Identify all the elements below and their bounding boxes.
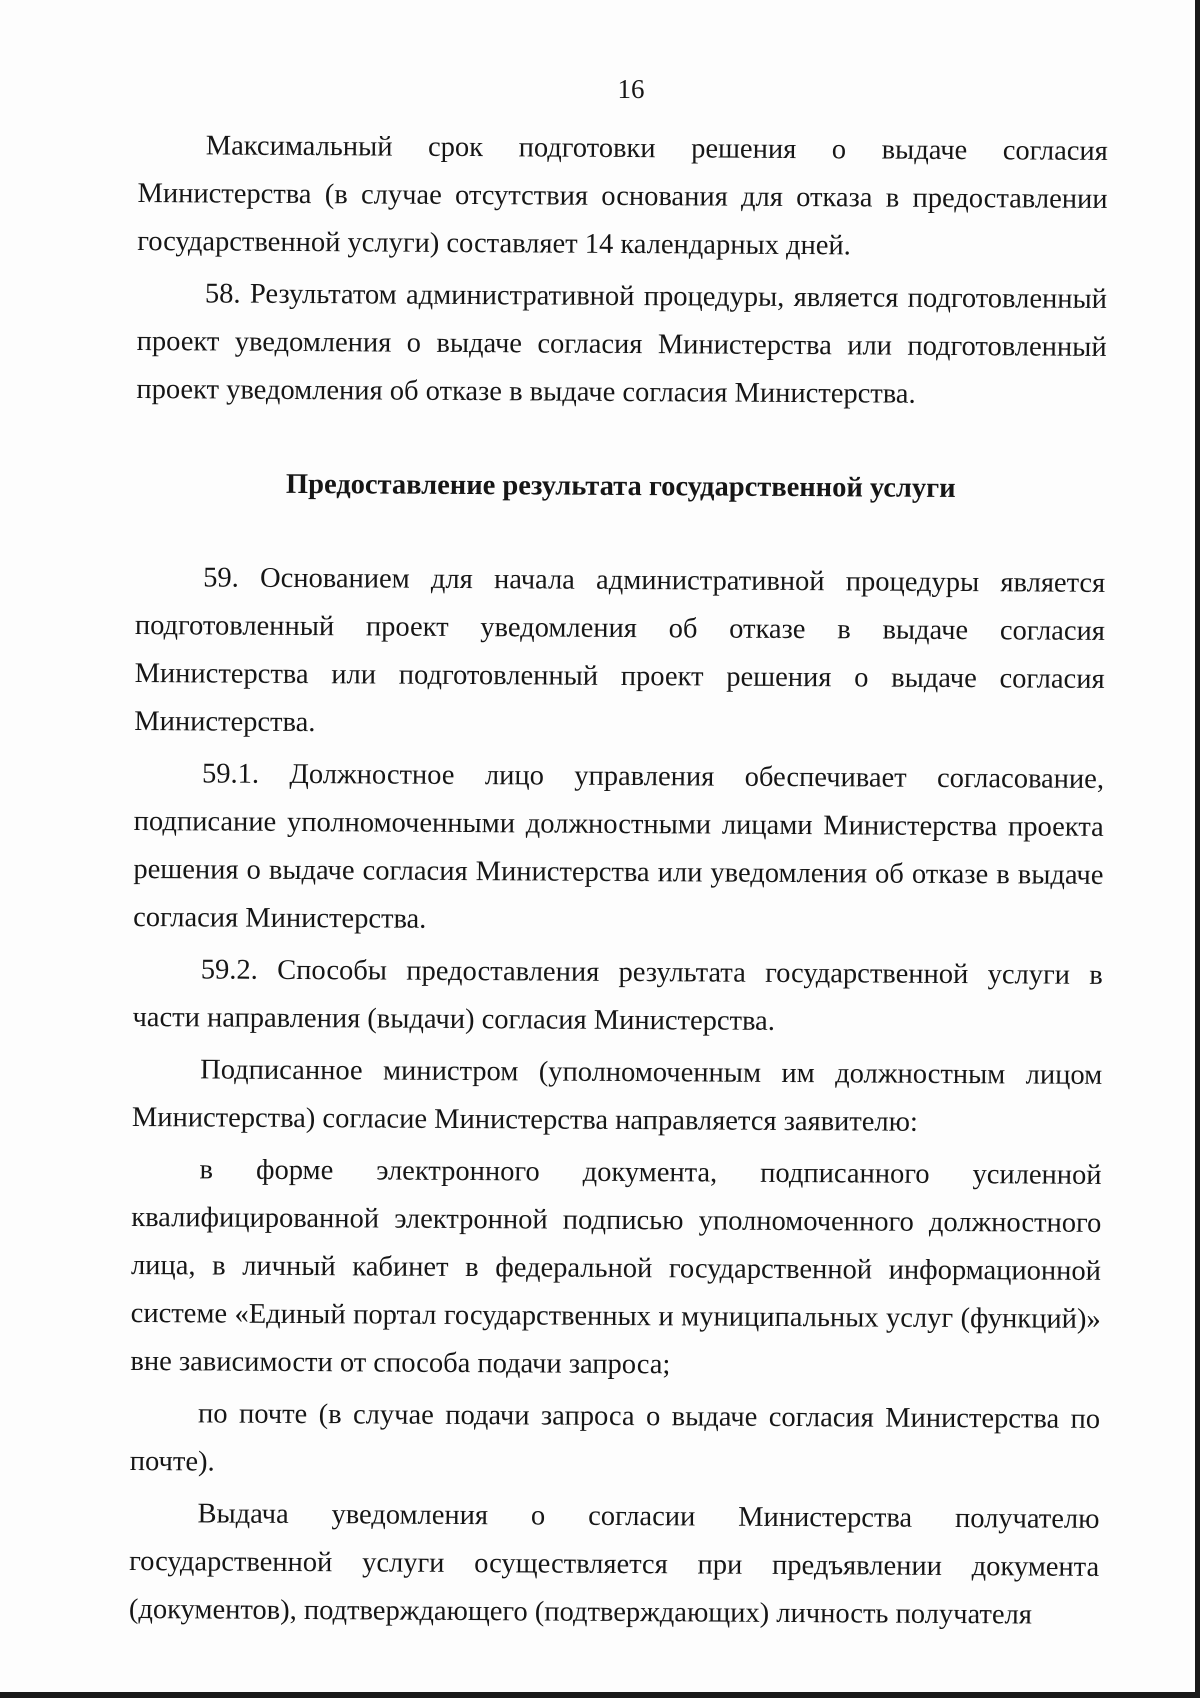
paragraph-58: 58. Результатом административной процедуры, является подготовленный проект уведомления о выдаче согласия Министерства или подготовленный проект уведомления об отказе в выдаче согласия Министерства. [136,278,1108,410]
section-heading: Предоставление результата государственной услуги [285,468,956,505]
paragraph-signed-consent: Подписанное министром (уполномоченным им должностным лицом Министерства) согласие Министерства направляется заявителю: [131,1054,1103,1138]
paragraph-59: 59. Основанием для начала административной процедуры является подготовленный проект уведомления об отказе в выдаче согласия Министерства или подготовленный проект решения о выдаче согласия Министерства. [134,562,1106,739]
paragraph-by-mail: по почте (в случае подачи запроса о выдаче согласия Министерства по почте). [129,1398,1101,1478]
paragraph-59-2: 59.2. Способы предоставления результата государственной услуги в части направления (выдачи) согласия Министерства. [132,954,1103,1037]
paragraph-59-1: 59.1. Должностное лицо управления обеспечивает согласование, подписание уполномоченными должностными лицами Министерства проекта решения о выдаче согласия Министерства или уведомления об отказе в выдаче согласия Министерства. [133,758,1105,935]
document-body [129,122,1108,1640]
paragraph-max-term: Максимальный срок подготовки решения о выдаче согласия Министерства (в случае отсутствия основания для отказа в предоставлении государственной услуги) составляет 14 календарных дней. [137,130,1108,262]
paragraph-issuance: Выдача уведомления о согласии Министерства получателю государственной услуги осуществляется при предъявлении документа (документов), подтверждающего (подтверждающих) личность получателя [128,1498,1100,1631]
paragraph-electronic-form: в форме электронного документа, подписанного усиленной квалифицированной электронной подписью уполномоченного должностного лица, в личный кабинет в федеральной государственной информационной системе «Единый портал государственных и муниципальных услуг (функций)» вне зависимости от способа подачи запроса; [130,1154,1102,1381]
scan-border-bottom [0,1692,1200,1698]
scan-border-right [1195,0,1200,1698]
page-number: 16 [617,74,645,104]
